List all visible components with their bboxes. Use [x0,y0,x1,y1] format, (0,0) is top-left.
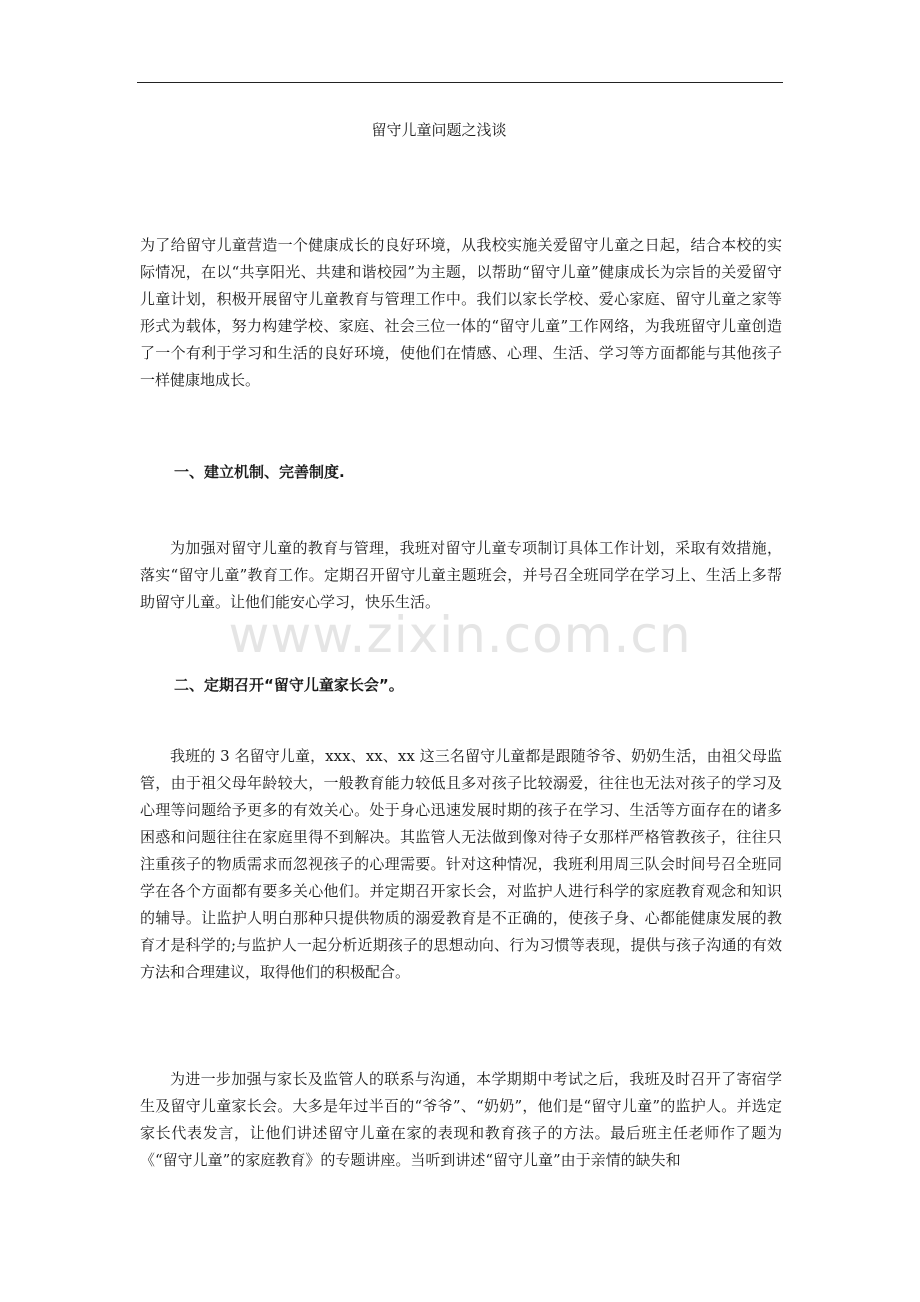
section-2-paragraph-2: 为进一步加强与家长及监管人的联系与沟通，本学期期中考试之后，我班及时召开了寄宿学生及留守儿童家长会。大多是年过半百的“爷爷”、“奶奶”，他们是“留守儿童”的监护人。并选定家长代表发言，让他们讲述留守儿童在家的表现和教育孩子的方法。最后班主任老师作了题为《“留守儿童”的家庭教育》的专题讲座。当听到讲述“留守儿童”由于亲情的缺失和 [140,1070,782,1169]
section-1-heading: 一、建立机制、完善制度. [174,463,345,481]
watermark: www.zixin.com.cn [228,606,692,664]
section-2-heading: 二、定期召开“留守儿童家长会”。 [174,676,404,694]
document-title: 留守儿童问题之浅谈 [371,121,507,139]
header-rule [137,82,783,83]
intro-paragraph: 为了给留守儿童营造一个健康成长的良好环境，从我校实施关爱留守儿童之日起，结合本校的实际情况，在以“共享阳光、共建和谐校园”为主题，以帮助“留守儿童”健康成长为宗旨的关爱留守儿童计划，积极开展留守儿童教育与管理工作中。我们以家长学校、爱心家庭、留守儿童之家等形式为载体，努力构建学校、家庭、社会三位一体的“留守儿童”工作网络，为我班留守儿童创造了一个有利于学习和生活的良好环境，使他们在情感、心理、生活、学习等方面都能与其他孩子一样健康地成长。 [140,236,782,389]
section-1-paragraph: 为加强对留守儿童的教育与管理，我班对留守儿童专项制订具体工作计划，采取有效措施，落实“留守儿童”教育工作。定期召开留守儿童主题班会，并号召全班同学在学习上、生活上多帮助留守儿童。让他们能安心学习，快乐生活。 [140,539,782,611]
section-2-paragraph-1: 我班的 3 名留守儿童，xxx、xx、xx 这三名留守儿童都是跟随爷爷、奶奶生活，由祖父母监管，由于祖父母年龄较大，一般教育能力较低且多对孩子比较溺爱，往往也无法对孩子的学习及心理等问题给予更多的有效关心。处于身心迅速发展时期的孩子在学习、生活等方面存在的诸多困惑和问题往往在家庭里得不到解决。其监管人无法做到像对待子女那样严格管教孩子，往往只注重孩子的物质需求而忽视孩子的心理需要。针对这种情况，我班利用周三队会时间号召全班同学在各个方面都有要多关心他们。并定期召开家长会，对监护人进行科学的家庭教育观念和知识的辅导。让监护人明白那种只提供物质的溺爱教育是不正确的，使孩子身、心都能健康发展的教育才是科学的;与监护人一起分析近期孩子的思想动向、行为习惯等表现，提供与孩子沟通的有效方法和合理建议，取得他们的积极配合。 [140,747,782,981]
